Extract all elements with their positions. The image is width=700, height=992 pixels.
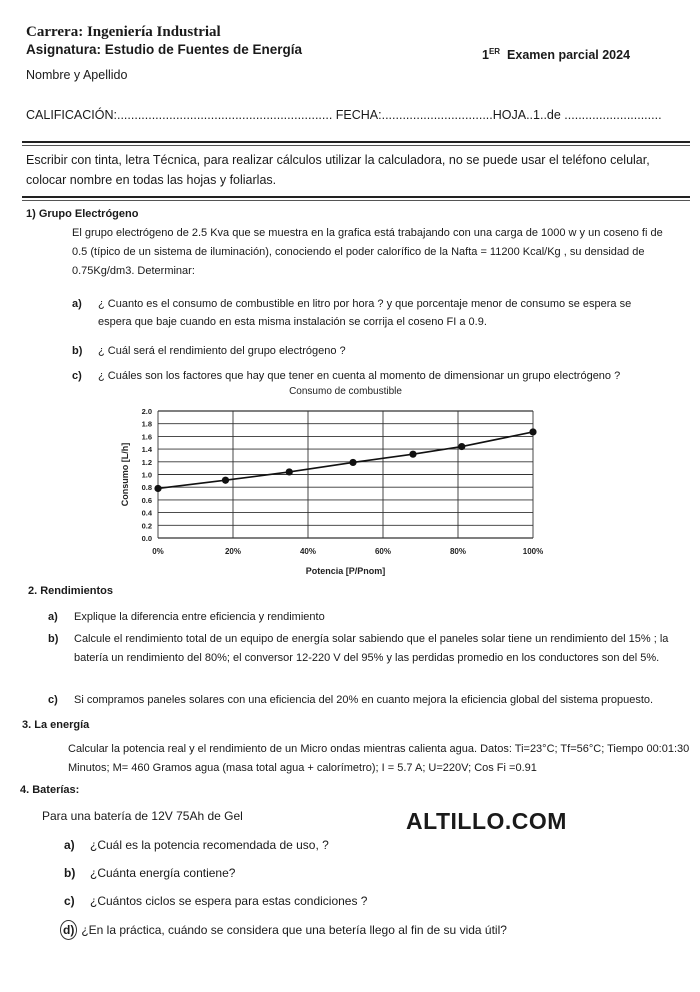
q4-c-label: c) bbox=[64, 894, 75, 908]
y-tick-label: 1.6 bbox=[141, 432, 152, 442]
consumption-line bbox=[158, 432, 533, 489]
y-tick-label: 1.4 bbox=[141, 445, 152, 455]
q2-b-text: Calcule el rendimiento total de un equipo de energía solar sabiendo que el paneles solar tiene un rendimiento del 15% ; la batería un rendimiento del 80%; el conversor 12-220 V del 95% y las perdidas promedio en los conductores son del 5%. bbox=[74, 633, 669, 664]
q1-c-label: c) bbox=[72, 370, 82, 382]
altillo-watermark: ALTILLO.COM bbox=[406, 808, 567, 834]
subject-line: Asignatura: Estudio de Fuentes de Energía bbox=[26, 42, 303, 57]
q4-a-text: ¿Cuál es la potencia recomendada de uso, ? bbox=[90, 838, 329, 852]
y-tick-label: 0.6 bbox=[141, 495, 152, 505]
exam-title bbox=[482, 47, 630, 62]
q1-item-a bbox=[72, 295, 662, 331]
q3-body: Calcular la potencia real y el rendimiento de un Micro ondas mientras calienta agua. Datos: Ti=23°C; Tf=56°C; Tiempo 00:01:30 Minutos; M= 460 Gramos agua (masa total agua + calorímetro); I = 5.7 A; U=220V; Cos Fi =0.91 bbox=[68, 743, 690, 774]
divider-bottom bbox=[22, 196, 690, 198]
q4-a-label: a) bbox=[64, 838, 75, 852]
x-tick-label: 100% bbox=[522, 547, 544, 556]
q1-title: 1) Grupo Electrógeno bbox=[26, 208, 139, 220]
q2-b-label: b) bbox=[48, 633, 59, 645]
q1-b-text: ¿ Cuál será el rendimiento del grupo electrógeno ? bbox=[98, 345, 346, 357]
data-point bbox=[154, 485, 161, 492]
q2-c-label: c) bbox=[48, 694, 58, 706]
q4-d-text: ¿En la práctica, cuándo se considera que una betería llego al fin de su vida útil? bbox=[81, 923, 507, 937]
x-tick-label: 60% bbox=[374, 547, 392, 556]
q2-item-a bbox=[48, 608, 658, 626]
data-point bbox=[529, 428, 536, 435]
exam-number-suffix: ER bbox=[488, 47, 501, 56]
y-tick-label: 0.2 bbox=[141, 521, 152, 531]
y-tick-label: 1.8 bbox=[141, 419, 152, 429]
q1-a-label: a) bbox=[72, 298, 82, 310]
x-tick-label: 80% bbox=[449, 547, 467, 556]
q2-c-text: Si compramos paneles solares con una eficiencia del 20% en cuanto mejora la eficiencia global del sistema propuesto. bbox=[74, 694, 654, 706]
divider-top-thin bbox=[22, 145, 690, 146]
q4-title: 4. Baterías: bbox=[20, 784, 80, 796]
y-tick-label: 2.0 bbox=[141, 407, 152, 416]
y-tick-label: 0.8 bbox=[141, 483, 152, 493]
divider-bottom-thin bbox=[22, 200, 690, 201]
q4-c-text: ¿Cuántos ciclos se espera para estas condiciones ? bbox=[90, 894, 368, 908]
career-line: Carrera: Ingeniería Industrial bbox=[26, 24, 221, 40]
instructions: Escribir con tinta, letra Técnica, para realizar cálculos utilizar la calculadora, no se puede usar el teléfono celular, colocar nombre en todas las hojas y foliarlas. bbox=[26, 153, 650, 187]
q2-a-label: a) bbox=[48, 611, 58, 623]
divider-top bbox=[22, 141, 690, 143]
q4-d-label: d) bbox=[60, 920, 77, 940]
q2-item-b bbox=[48, 630, 673, 668]
data-point bbox=[349, 459, 356, 466]
name-field-label: Nombre y Apellido bbox=[26, 68, 128, 82]
q4-b-text: ¿Cuánta energía contiene? bbox=[90, 866, 236, 880]
q4-intro: Para una batería de 12V 75Ah de Gel bbox=[42, 809, 243, 823]
q2-item-c bbox=[48, 691, 688, 709]
data-point bbox=[286, 468, 293, 475]
q1-body: El grupo electrógeno de 2.5 Kva que se muestra en la grafica está trabajando con una carga de 1000 w y un coseno fi de 0.5 (típico de un sistema de iluminación), conociendo el poder calorífico de la Nafta = 11200 Kcal/Kg , su densidad de 0.75Kg/dm3. Determinar: bbox=[72, 227, 663, 277]
q3-title: 3. La energía bbox=[22, 719, 90, 731]
q4-item-b bbox=[64, 864, 235, 882]
y-axis-label: Consumo [L/h] bbox=[120, 442, 130, 507]
q1-item-b bbox=[72, 342, 662, 360]
q4-item-a bbox=[64, 836, 329, 854]
q1-a-text: ¿ Cuanto es el consumo de combustible en litro por hora ? y que porcentaje menor de consumo se espera se espera que baje cuando en esta misma instalación se corrija el coseno FI a 0.9. bbox=[98, 298, 632, 328]
grade-date-line: CALIFICACIÓN:.............................................................. FECHA:................................HOJA..1..de ............................ bbox=[26, 108, 662, 122]
x-tick-label: 20% bbox=[224, 547, 242, 556]
q2-a-text: Explique la diferencia entre eficiencia y rendimiento bbox=[74, 611, 325, 623]
y-tick-label: 1.0 bbox=[141, 470, 152, 480]
data-point bbox=[222, 477, 229, 484]
fuel-consumption-chart bbox=[110, 380, 570, 580]
y-tick-label: 0.4 bbox=[141, 508, 152, 518]
q1-c-text: ¿ Cuáles son los factores que hay que tener en cuenta al momento de dimensionar un grupo electrógeno ? bbox=[98, 370, 621, 382]
q4-item-d bbox=[60, 920, 507, 940]
x-tick-label: 40% bbox=[299, 547, 317, 556]
data-point bbox=[458, 443, 465, 450]
q1-b-label: b) bbox=[72, 345, 83, 357]
data-point bbox=[409, 451, 416, 458]
y-tick-label: 1.2 bbox=[141, 457, 152, 467]
x-axis-label: Potencia [P/Pnom] bbox=[305, 566, 386, 576]
q4-b-label: b) bbox=[64, 866, 76, 880]
exam-text: Examen parcial 2024 bbox=[507, 48, 631, 63]
q2-title: 2. Rendimientos bbox=[28, 585, 113, 597]
chart-title: Consumo de combustible bbox=[289, 386, 402, 397]
q4-item-c bbox=[64, 892, 367, 910]
exam-number: 1 bbox=[482, 48, 489, 63]
y-tick-label: 0.0 bbox=[141, 534, 152, 543]
x-tick-label: 0% bbox=[152, 547, 164, 556]
